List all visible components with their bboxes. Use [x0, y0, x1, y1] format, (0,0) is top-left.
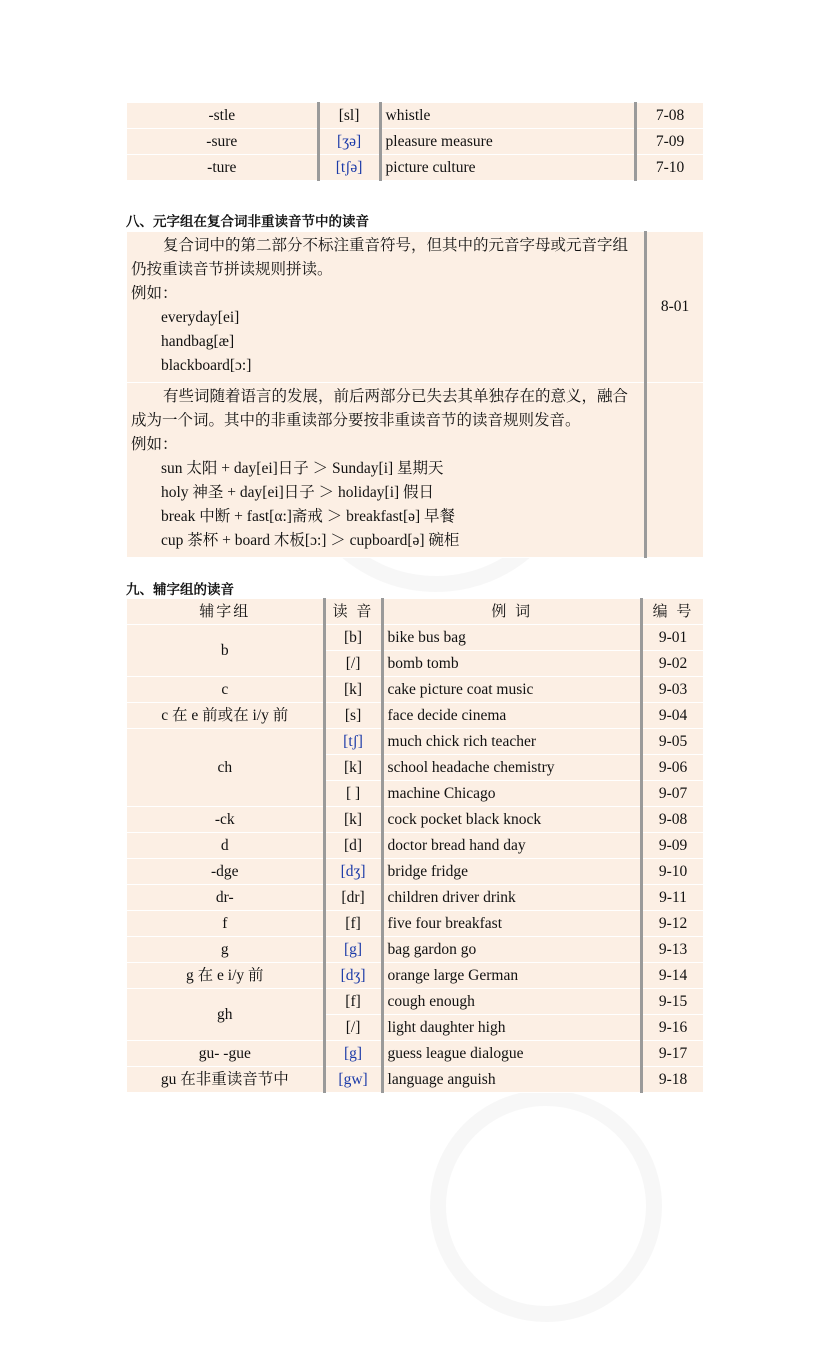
table-row [127, 155, 704, 181]
code-cell: 7-10 [636, 155, 704, 181]
examples-cell: cough enough [382, 989, 642, 1015]
group-cell: c [127, 677, 325, 703]
header-ipa: 读 音 [324, 599, 382, 625]
examples-cell: doctor bread hand day [382, 833, 642, 859]
examples-cell: cake picture coat music [382, 677, 642, 703]
examples-cell: pleasure measure [380, 129, 636, 155]
examples-cell: guess league dialogue [382, 1041, 642, 1067]
examples-cell: whistle [380, 103, 636, 129]
table-row [127, 833, 704, 859]
header-code: 编 号 [642, 599, 704, 625]
table-row [127, 911, 704, 937]
ipa-cell: [g] [324, 937, 382, 963]
header-examples: 例 词 [382, 599, 642, 625]
paragraph: 有些词随着语言的发展，前后两部分已失去其单独存在的意义，融合成为一个词。其中的非重读部分要按非重读音节的读音规则发音。 [131, 388, 629, 429]
code-cell: 9-14 [642, 963, 704, 989]
table-row [127, 1041, 704, 1067]
ipa-cell: [dʒ] [324, 963, 382, 989]
header-group: 辅字组 [127, 599, 325, 625]
table-consonant-groups [126, 598, 704, 1093]
code-cell: 9-09 [642, 833, 704, 859]
table-row [127, 807, 704, 833]
group-cell: gu 在非重读音节中 [127, 1067, 325, 1093]
table-row [127, 129, 704, 155]
group-cell: dr- [127, 885, 325, 911]
code-cell: 9-16 [642, 1015, 704, 1041]
examples-cell: much chick rich teacher [382, 729, 642, 755]
code-cell: 9-17 [642, 1041, 704, 1067]
code-cell: 9-13 [642, 937, 704, 963]
example-line: cup 茶杯 + board 木板[ɔ:] ＞ cupboard[ə] 碗柜 [161, 532, 460, 549]
group-cell: -dge [127, 859, 325, 885]
table-row [127, 103, 704, 129]
code-cell: 9-15 [642, 989, 704, 1015]
group-cell: g 在 e i/y 前 [127, 963, 325, 989]
example-line: break 中断 + fast[α:]斋戒 ＞ breakfast[ə] 早餐 [161, 508, 456, 525]
code-cell-empty [646, 383, 704, 558]
code-cell: 7-09 [636, 129, 704, 155]
table-row [127, 232, 704, 383]
group-cell: -sure [127, 129, 319, 155]
paragraph: 复合词中的第二部分不标注重音符号，但其中的元音字母或元音字组仍按重读音节拼读规则拼读。 [131, 237, 629, 278]
table-row [127, 625, 704, 651]
ipa-cell: [ʒə] [318, 129, 380, 155]
ipa-cell: [k] [324, 807, 382, 833]
ipa-cell: [gw] [324, 1067, 382, 1093]
examples-cell: light daughter high [382, 1015, 642, 1041]
ipa-cell: [tʃ] [324, 729, 382, 755]
examples-cell: five four breakfast [382, 911, 642, 937]
ipa-cell: [d] [324, 833, 382, 859]
table-row [127, 885, 704, 911]
examples-cell: children driver drink [382, 885, 642, 911]
ipa-cell: [f] [324, 911, 382, 937]
code-cell: 9-03 [642, 677, 704, 703]
group-cell: -ture [127, 155, 319, 181]
examples-cell: bag gardon go [382, 937, 642, 963]
code-cell: 7-08 [636, 103, 704, 129]
code-cell: 9-01 [642, 625, 704, 651]
ipa-cell: [b] [324, 625, 382, 651]
code-cell: 9-11 [642, 885, 704, 911]
code-cell: 9-10 [642, 859, 704, 885]
example-line: holy 神圣 + day[ei]日子 ＞ holiday[i] 假日 [161, 484, 435, 501]
ipa-cell: [k] [324, 755, 382, 781]
examples-cell: bike bus bag [382, 625, 642, 651]
compound-block-2 [127, 383, 646, 558]
table-header-row [127, 599, 704, 625]
ipa-cell: [dʒ] [324, 859, 382, 885]
table-row [127, 937, 704, 963]
example-line: handbag[æ] [161, 333, 235, 350]
table-row [127, 703, 704, 729]
table-row [127, 989, 704, 1015]
table-row [127, 677, 704, 703]
code-cell: 9-02 [642, 651, 704, 677]
table-compound-words [126, 231, 704, 558]
table-body [127, 625, 704, 1093]
examples-cell: machine Chicago [382, 781, 642, 807]
ipa-cell: [ ] [324, 781, 382, 807]
examples-cell: orange large German [382, 963, 642, 989]
example-label: 例如： [131, 436, 178, 453]
example-line: blackboard[ɔ:] [161, 357, 252, 374]
ipa-cell: [/] [324, 1015, 382, 1041]
examples-cell: cock pocket black knock [382, 807, 642, 833]
group-cell: b [127, 625, 325, 677]
ipa-cell: [/] [324, 651, 382, 677]
code-cell: 9-07 [642, 781, 704, 807]
code-cell: 9-08 [642, 807, 704, 833]
group-cell: ch [127, 729, 325, 807]
group-cell: -stle [127, 103, 319, 129]
examples-cell: bomb tomb [382, 651, 642, 677]
ipa-cell: [f] [324, 989, 382, 1015]
code-cell: 9-04 [642, 703, 704, 729]
code-cell: 9-06 [642, 755, 704, 781]
ipa-cell: [sl] [318, 103, 380, 129]
group-cell: -ck [127, 807, 325, 833]
ipa-cell: [g] [324, 1041, 382, 1067]
examples-cell: picture culture [380, 155, 636, 181]
table-row [127, 729, 704, 755]
section-8-heading: 八、元字组在复合词非重读音节中的读音 [126, 214, 369, 230]
table-row [127, 859, 704, 885]
examples-cell: language anguish [382, 1067, 642, 1093]
ipa-cell: [k] [324, 677, 382, 703]
group-cell: f [127, 911, 325, 937]
code-cell: 9-12 [642, 911, 704, 937]
code-cell: 9-05 [642, 729, 704, 755]
section-9-heading: 九、辅字组的读音 [126, 582, 234, 598]
examples-cell: school headache chemistry [382, 755, 642, 781]
code-cell: 8-01 [646, 232, 704, 383]
group-cell: gu- -gue [127, 1041, 325, 1067]
table-vowel-endings [126, 102, 704, 181]
code-cell: 9-18 [642, 1067, 704, 1093]
group-cell: g [127, 937, 325, 963]
table-row [127, 1067, 704, 1093]
ipa-cell: [dr] [324, 885, 382, 911]
ipa-cell: [s] [324, 703, 382, 729]
compound-block-1 [127, 232, 646, 383]
group-cell: d [127, 833, 325, 859]
table-row [127, 963, 704, 989]
table-row [127, 383, 704, 558]
example-label: 例如： [131, 285, 178, 302]
example-line: sun 太阳 + day[ei]日子 ＞ Sunday[i] 星期天 [161, 460, 444, 477]
group-cell: c 在 e 前或在 i/y 前 [127, 703, 325, 729]
ipa-cell: [tʃə] [318, 155, 380, 181]
group-cell: gh [127, 989, 325, 1041]
examples-cell: bridge fridge [382, 859, 642, 885]
examples-cell: face decide cinema [382, 703, 642, 729]
example-line: everyday[ei] [161, 309, 240, 326]
